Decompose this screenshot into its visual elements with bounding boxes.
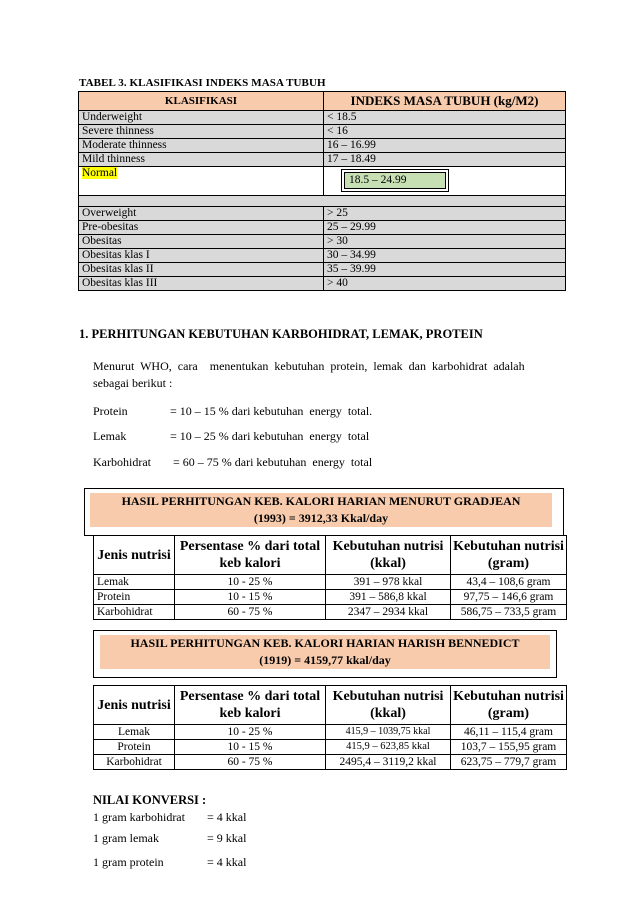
table-row [79, 263, 566, 277]
table-row [79, 235, 566, 249]
table-row [94, 575, 567, 590]
bmi-classification-table [78, 91, 566, 291]
konversi-value: = 4 kkal [207, 855, 247, 869]
header-persentase: Persentase % dari total keb kalori [175, 536, 326, 575]
requirement-karbohidrat [93, 455, 372, 470]
cell-jenis: Protein [94, 590, 175, 605]
table-row [79, 139, 566, 153]
table-header-row [79, 92, 566, 111]
cell-persentase: 60 - 75 % [175, 605, 326, 620]
konversi-item [93, 810, 246, 825]
row-value: 16 – 16.99 [324, 139, 566, 153]
konversi-name: 1 gram protein [93, 855, 164, 869]
intro-line-1: Menurut WHO, cara menentukan kebutuhan protein, lemak dan karbohidrat adalah [93, 359, 525, 373]
gradjean-header-box [84, 488, 564, 536]
requirement-value: = 60 – 75 % dari kebutuhan energy total [173, 455, 373, 469]
table-row [79, 277, 566, 291]
cell-jenis: Protein [94, 740, 175, 755]
row-label-cell [79, 167, 324, 196]
cell-persentase: 10 - 15 % [175, 590, 326, 605]
cell-kkal: 415,9 – 1039,75 kkal [326, 725, 451, 740]
konversi-value: = 9 kkal [207, 831, 247, 845]
spacer-cell [79, 196, 566, 207]
header-gram: Kebutuhan nutrisi (gram) [451, 536, 567, 575]
cell-kkal: 415,9 – 623,85 kkal [326, 740, 451, 755]
cell-jenis: Karbohidrat [94, 605, 175, 620]
konversi-item [93, 855, 246, 870]
row-value: 25 – 29.99 [324, 221, 566, 235]
row-label: Underweight [79, 111, 324, 125]
row-label: Severe thinness [79, 125, 324, 139]
table-row [94, 605, 567, 620]
row-value-cell [324, 167, 566, 196]
table-row [79, 249, 566, 263]
table-row-normal [79, 167, 566, 196]
header-persentase: Persentase % dari total keb kalori [175, 686, 326, 725]
gradjean-header-line2: (1993) = 3912,33 Kkal/day [90, 510, 552, 527]
table-row [94, 590, 567, 605]
header-kkal: Kebutuhan nutrisi (kkal) [326, 536, 451, 575]
requirement-protein [93, 404, 372, 419]
requirement-value: = 10 – 25 % dari kebutuhan energy total [170, 429, 370, 443]
normal-value: 18.5 – 24.99 [344, 172, 446, 189]
header-jenis: Jenis nutrisi [94, 686, 175, 725]
requirement-value: = 10 – 15 % dari kebutuhan energy total. [170, 404, 373, 418]
konversi-name: 1 gram karbohidrat [93, 810, 185, 824]
row-value: 30 – 34.99 [324, 249, 566, 263]
cell-gram: 586,75 – 733,5 gram [451, 605, 567, 620]
row-label: Obesitas klas III [79, 277, 324, 291]
gradjean-header-line1: HASIL PERHITUNGAN KEB. KALORI HARIAN MENURUT GRADJEAN [90, 493, 552, 510]
cell-persentase: 10 - 25 % [175, 575, 326, 590]
harris-header-box [93, 630, 557, 678]
row-label: Moderate thinness [79, 139, 324, 153]
row-label: Overweight [79, 207, 324, 221]
cell-gram: 46,11 – 115,4 gram [451, 725, 567, 740]
harris-table [93, 685, 567, 770]
table-row [79, 111, 566, 125]
cell-jenis: Lemak [94, 575, 175, 590]
header-imt: INDEKS MASA TUBUH (kg/M2) [324, 92, 566, 111]
cell-persentase: 60 - 75 % [175, 755, 326, 770]
requirement-name: Protein [93, 404, 128, 418]
header-gram: Kebutuhan nutrisi (gram) [451, 686, 567, 725]
cell-kkal: 2495,4 – 3119,2 kkal [326, 755, 451, 770]
cell-kkal: 2347 – 2934 kkal [326, 605, 451, 620]
row-label: Obesitas klas II [79, 263, 324, 277]
header-klasifikasi: KLASIFIKASI [79, 92, 324, 111]
cell-jenis: Lemak [94, 725, 175, 740]
row-label: Pre-obesitas [79, 221, 324, 235]
row-value: < 18.5 [324, 111, 566, 125]
konversi-name: 1 gram lemak [93, 831, 159, 845]
intro-line-2: sebagai berikut : [93, 376, 173, 390]
cell-gram: 103,7 – 155,95 gram [451, 740, 567, 755]
row-value: < 16 [324, 125, 566, 139]
table-row [79, 153, 566, 167]
row-label: Obesitas [79, 235, 324, 249]
table-spacer-row [79, 196, 566, 207]
row-label: Mild thinness [79, 153, 324, 167]
header-kkal: Kebutuhan nutrisi (kkal) [326, 686, 451, 725]
cell-kkal: 391 – 586,8 kkal [326, 590, 451, 605]
table-header-row [94, 536, 567, 575]
cell-persentase: 10 - 15 % [175, 740, 326, 755]
requirement-lemak [93, 429, 369, 444]
requirement-name: Karbohidrat [93, 455, 151, 469]
row-value: 35 – 39.99 [324, 263, 566, 277]
table-row [79, 221, 566, 235]
konversi-value: = 4 kkal [207, 810, 247, 824]
harris-header-line2: (1919) = 4159,77 kkal/day [100, 652, 550, 669]
gradjean-table [93, 535, 567, 620]
cell-gram: 623,75 – 779,7 gram [451, 755, 567, 770]
normal-label: Normal [82, 167, 118, 179]
table-row [94, 755, 567, 770]
normal-value-box [341, 169, 449, 192]
requirement-name: Lemak [93, 429, 127, 443]
cell-kkal: 391 – 978 kkal [326, 575, 451, 590]
konversi-title: NILAI KONVERSI : [93, 793, 207, 807]
table-row [94, 725, 567, 740]
table-row [94, 740, 567, 755]
konversi-item [93, 831, 246, 846]
row-value: > 25 [324, 207, 566, 221]
row-label: Obesitas klas I [79, 249, 324, 263]
table-header-row [94, 686, 567, 725]
cell-gram: 97,75 – 146,6 gram [451, 590, 567, 605]
table-row [79, 207, 566, 221]
harris-header-line1: HASIL PERHITUNGAN KEB. KALORI HARIAN HARISH BENNEDICT [100, 635, 550, 652]
row-value: > 30 [324, 235, 566, 249]
bmi-table-title: TABEL 3. KLASIFIKASI INDEKS MASA TUBUH [79, 77, 326, 89]
section-title: 1. PERHITUNGAN KEBUTUHAN KARBOHIDRAT, LEMAK, PROTEIN [79, 327, 483, 341]
header-jenis: Jenis nutrisi [94, 536, 175, 575]
cell-gram: 43,4 – 108,6 gram [451, 575, 567, 590]
cell-persentase: 10 - 25 % [175, 725, 326, 740]
cell-jenis: Karbohidrat [94, 755, 175, 770]
row-value: > 40 [324, 277, 566, 291]
row-value: 17 – 18.49 [324, 153, 566, 167]
table-row [79, 125, 566, 139]
